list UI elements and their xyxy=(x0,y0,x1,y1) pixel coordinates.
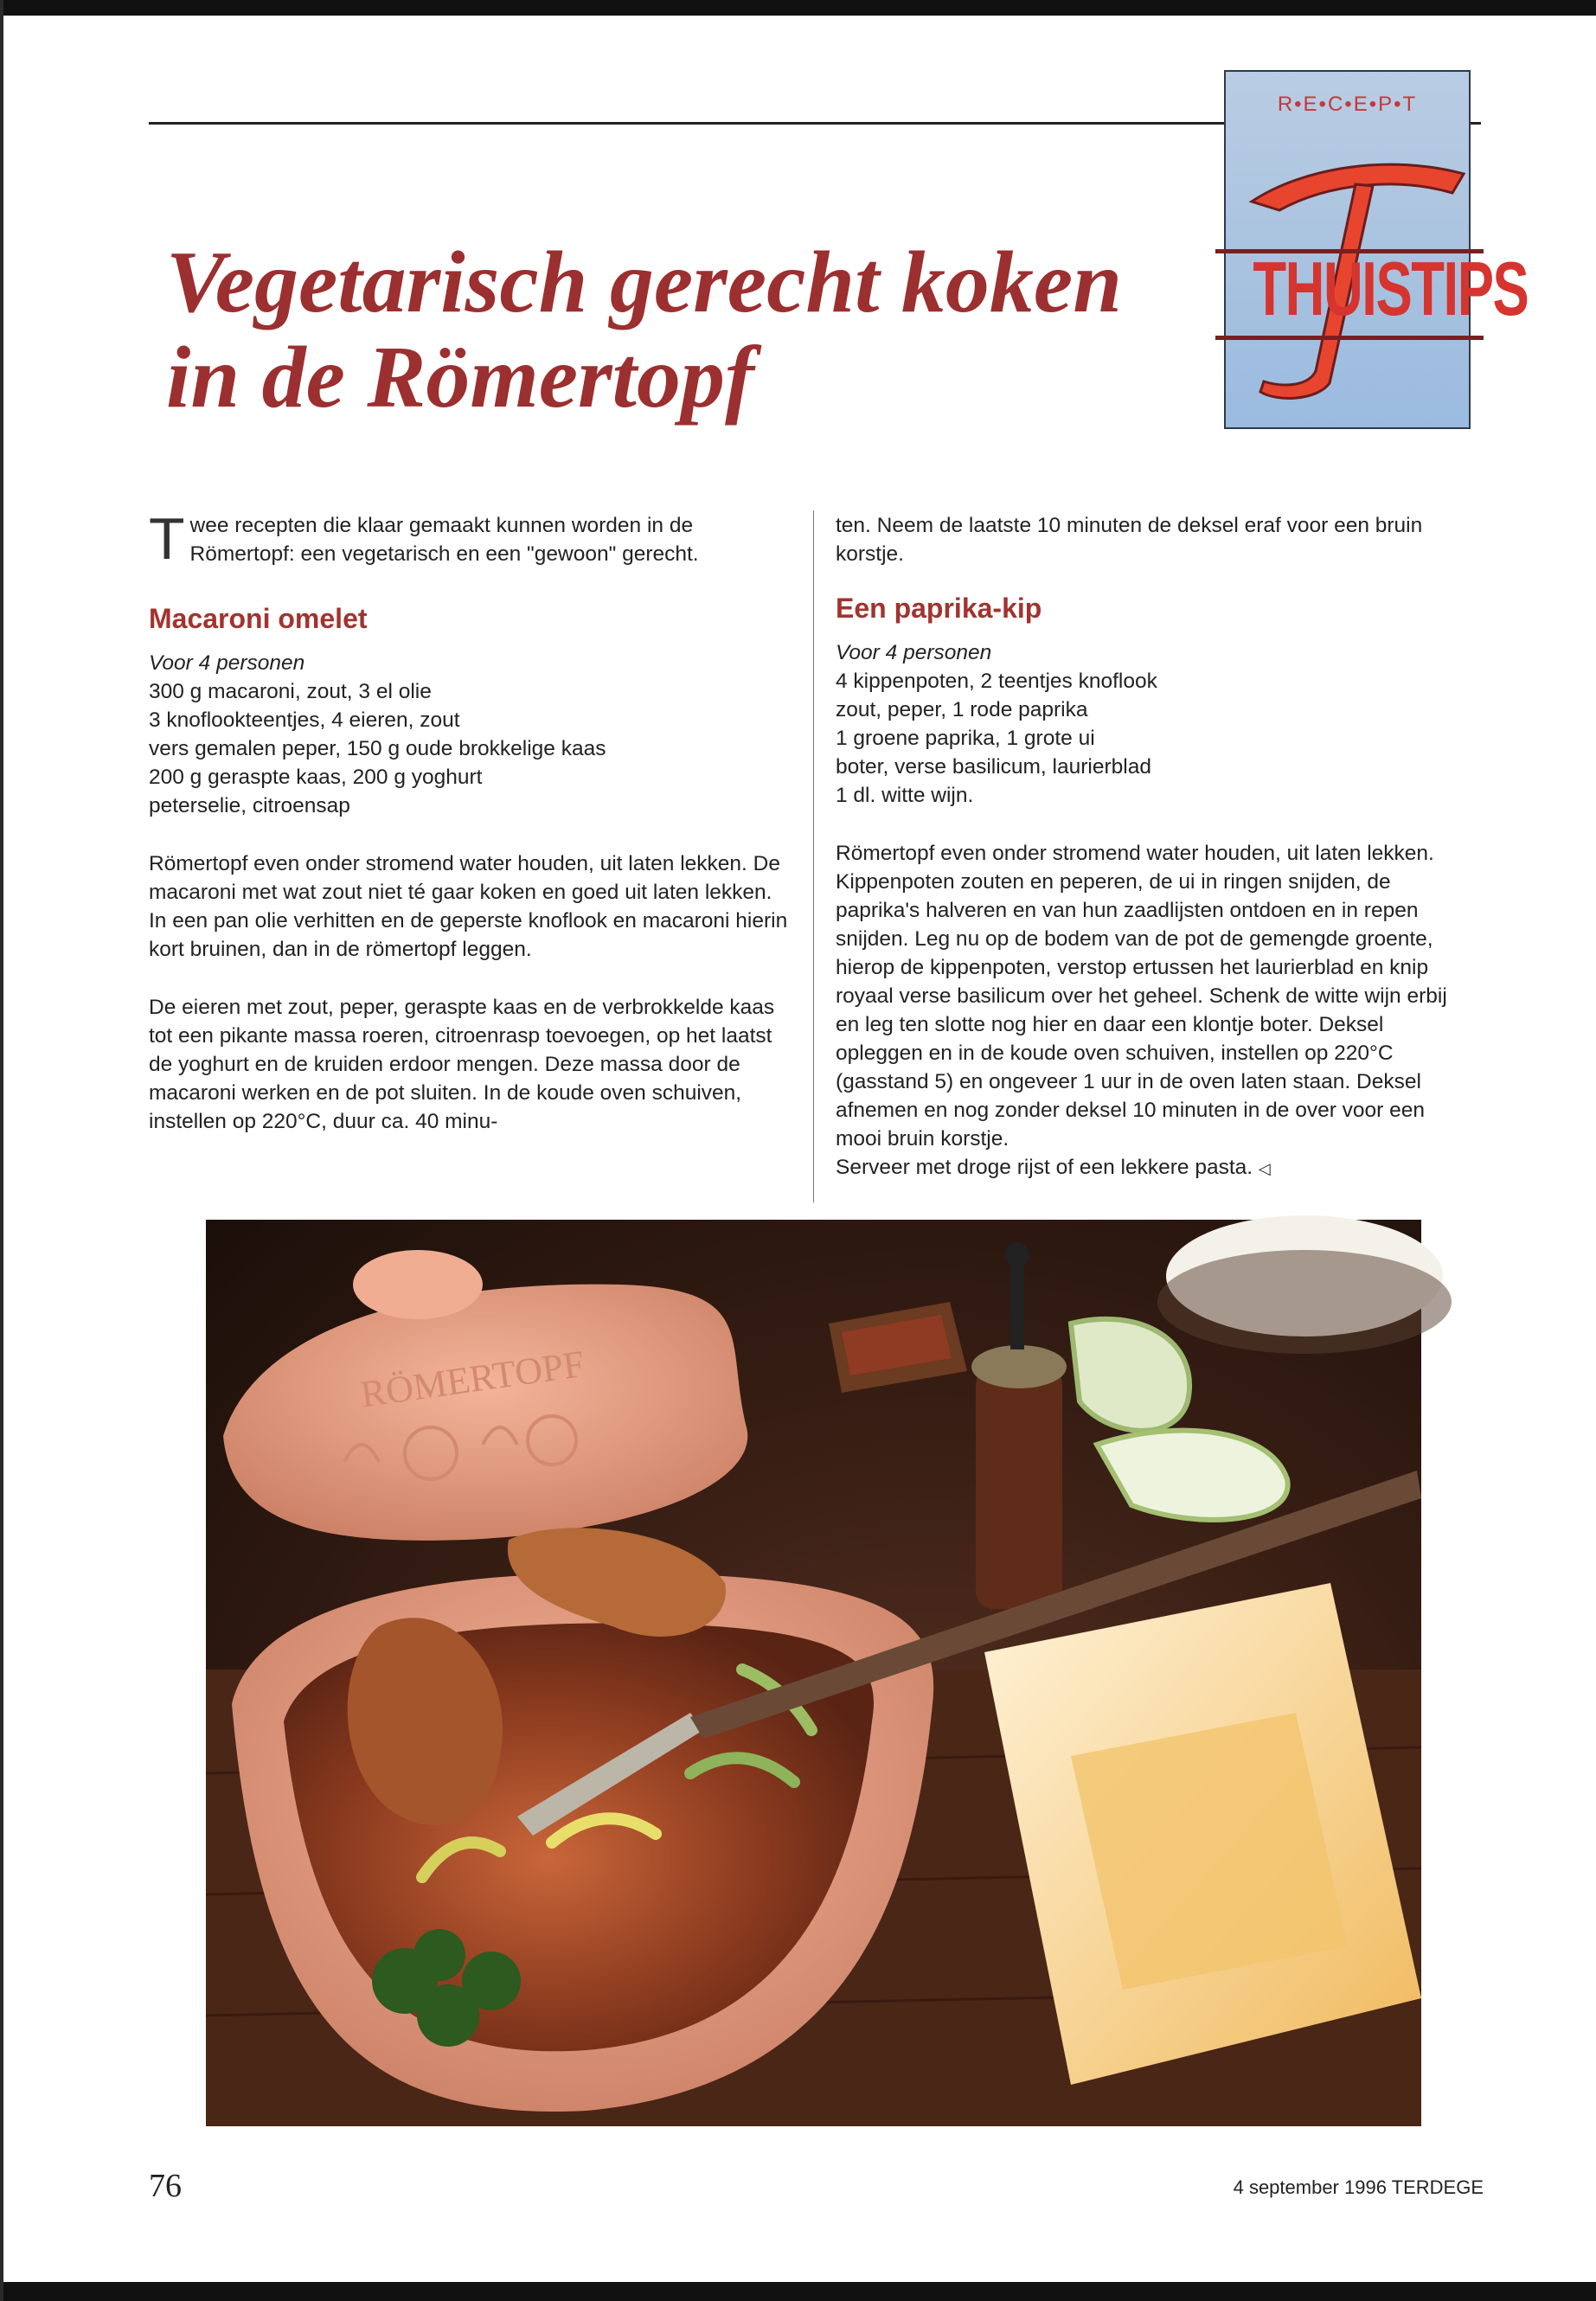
left-column xyxy=(149,506,789,1136)
recipe1-method-2: De eieren met zout, peper, geraspte kaas en de verbrokkelde kaas tot een pikante massa roeren, citroenrasp toevoegen, op het laatst de yoghurt en de kruiden erdoor mengen. Deze massa door de macaroni werken en de pot sluiten. In de koude oven schuiven, instellen op 220°C, duur ca. 40 minu- xyxy=(149,996,775,1133)
recipe2-ingredient: zout, peper, 1 rode paprika xyxy=(836,698,1088,721)
logo-word: THUISTIPS xyxy=(1253,246,1529,331)
issue-line: 4 september 1996 TERDEGE xyxy=(1233,2176,1484,2198)
page-edge xyxy=(0,0,3,2301)
page-number: 76 xyxy=(149,2168,182,2204)
recipe1-ingredient: 300 g macaroni, zout, 3 el olie xyxy=(149,680,432,703)
recipe-photo xyxy=(206,1220,1421,2126)
intro-text: wee recepten die klaar gemaakt kunnen worden in de Römertopf: een vegetarisch en een "gewoon" gerecht. xyxy=(189,514,699,566)
recipe1-ingredient: 3 knoflookteentjes, 4 eieren, zout xyxy=(149,708,460,732)
recipe1-ingredient: 200 g geraspte kaas, 200 g yoghurt xyxy=(149,766,483,789)
end-mark-icon: ◁ xyxy=(1258,1160,1271,1177)
recipe2-serve-line xyxy=(836,1153,1476,1183)
logo-bar-bottom xyxy=(1215,336,1484,340)
lid-lettering: RÖMERTOPF xyxy=(357,1342,587,1416)
continuation-text: ten. Neem de laatste 10 minuten de deksel eraf voor een bruin korstje. xyxy=(836,514,1423,566)
recipe1-method-1: Römertopf even onder stromend water houden, uit laten lekken. De macaroni met wat zout niet té gaar koken en goed uit laten lekken. In een pan olie verhitten en de geperste knoflook en macaroni hierin kort bruinen, dan in de römertopf leggen. xyxy=(149,852,788,961)
intro-paragraph xyxy=(149,506,789,572)
title-line-1: Vegetarisch gerecht koken xyxy=(166,234,1122,331)
thuistips-logo xyxy=(1224,70,1529,429)
recipe2-ingredient: boter, verse basilicum, laurierblad xyxy=(836,755,1151,779)
recipe2-ingredient: 1 groene paprika, 1 grote ui xyxy=(836,727,1095,750)
recipe2-serves: Voor 4 personen xyxy=(836,641,992,664)
recipe1-heading: Macaroni omelet xyxy=(149,603,368,634)
recipe1-ingredient: peterselie, citroensap xyxy=(149,794,350,817)
photo-illustration xyxy=(206,1220,1421,2126)
recipe1-ingredient: vers gemalen peper, 150 g oude brokkelige kaas xyxy=(149,737,606,760)
recipe2-ingredient: 1 dl. witte wijn. xyxy=(836,784,974,807)
logo-recept-label: R•E•C•E•P•T xyxy=(1277,93,1418,116)
right-column xyxy=(836,511,1476,1183)
article-title xyxy=(166,235,1161,426)
recipe2-serve-text: Serveer met droge rijst of een lekkere pasta. xyxy=(836,1156,1253,1179)
recipe2-method: Römertopf even onder stromend water houden, uit laten lekken. Kippenpoten zouten en peperen, de ui in ringen snijden, de paprika's halveren en van hun zaadlijsten ontdoen en in repen snijden. Leg nu op de bodem van de pot de gemengde groente, hierop de kippenpoten, verstop ertussen het laurierblad en knip royaal verse basilicum over het geheel. Schenk de witte wijn erbij en leg ten slotte nog hier en daar een klontje boter. Deksel opleggen en in de koude oven schuiven, instellen op 220°C (gasstand 5) en ongeveer 1 uur in de oven laten staan. Deksel afnemen en nog zonder deksel 10 minuten in de over voor een mooi bruin korstje. xyxy=(836,842,1447,1150)
recipe1-serves: Voor 4 personen xyxy=(149,651,305,675)
column-divider xyxy=(813,510,814,1202)
recipe2-heading: Een paprika-kip xyxy=(836,593,1042,624)
recipe2-ingredient: 4 kippenpoten, 2 teentjes knoflook xyxy=(836,670,1157,693)
drop-cap: T xyxy=(149,506,185,572)
title-line-2: in de Römertopf xyxy=(166,329,754,426)
